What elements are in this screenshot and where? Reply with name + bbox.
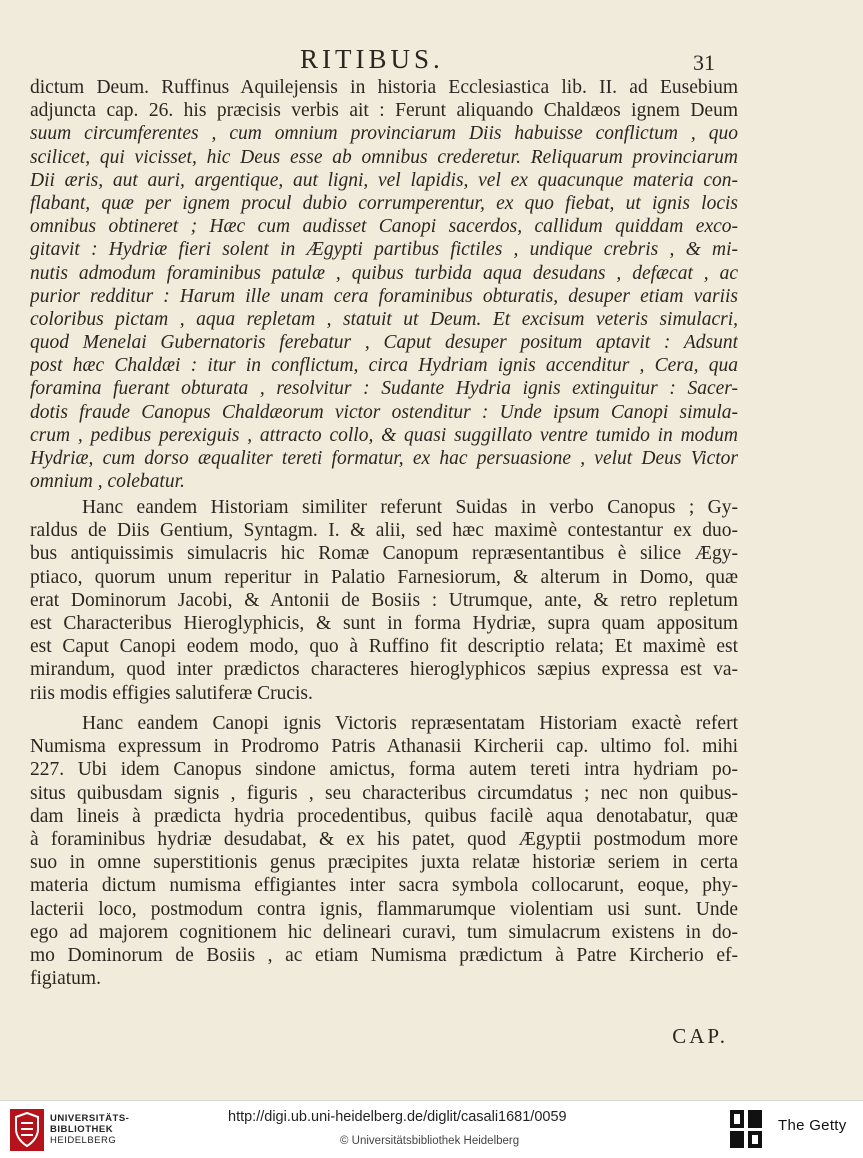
logo-line-1: UNIVERSITÄTS- (50, 1113, 130, 1124)
text-line: post hæc Chaldæi : itur in conflictum, circa Hydriam ignis accenditur , Cera, qua (30, 355, 738, 377)
text-line: ego ad majorem cognitionem hic delineari curavi, tum simulacrum existens in do- (30, 921, 738, 943)
text-line: Numisma expressum in Prodromo Patris Athanasii Kircherii cap. ultimo fol. mihi (30, 736, 738, 758)
text-line: nutis admodum foraminibus patulæ , quibus turbida aqua desudans , defæcat , ac (30, 262, 738, 284)
page-number: 31 (693, 50, 715, 75)
text-line: quod Menelai Gubernatoris ferebatur , Caput desuper positum aptavit : Adsunt (30, 332, 738, 354)
running-head-title: RITIBUS. (300, 44, 444, 74)
viewer-footer (0, 1100, 863, 1158)
university-library-icon (10, 1109, 44, 1151)
text-line: lacterii loco, postmodum contra ignis, flammarumque violentiam usi sunt. Unde (30, 898, 738, 920)
logo-line-3: HEIDELBERG (50, 1135, 117, 1146)
text-line: 227. Ubi idem Canopus sindone amictus, forma autem tereti intra hydriam po- (30, 759, 738, 781)
text-line: ptiaco, quorum unum reperitur in Palatio Farnesiorum, & alterum in Domo, quæ (30, 566, 738, 588)
text-line: à foraminibus hydriæ desudabat, & ex his patet, quod Ægyptii postmodum more (30, 828, 738, 850)
text-line: erat Dominorum Jacobi, & Antonii de Bosiis : Utrumque, ante, & retro repletum (30, 589, 738, 611)
paragraph-1 (30, 76, 738, 493)
text-line: adjuncta cap. 26. his præcisis verbis ait : Ferunt aliquando Chaldæos ignem Deum (30, 100, 738, 122)
text-line: foramina fuerant obturata , resolvitur : Sudante Hydria ignis extinguitur : Sacer- (30, 378, 738, 400)
text-line: riis modis effigies salutiferæ Crucis. (30, 682, 313, 704)
text-line: scilicet, qui vicisset, hic Deus esse ab omnibus crederetur. Reliquarum provinciarum (30, 146, 738, 168)
catchword: CAP. (672, 1024, 728, 1048)
text-line: crum , pedibus perexiguis , attracto collo, & quasi suggillato ventre tumido in modum (30, 424, 738, 446)
text-line: dotis fraude Canopus Chaldæorum victor ostenditur : Unde ipsum Canopi simula- (30, 401, 738, 423)
text-line: flabant, quæ per ignem procul dubio corrumperentur, ex quo fiebat, ut ignis locis (30, 192, 738, 214)
text-line: Hydriæ, cum dorso æqualiter tereti formatur, ex hac persuasione , velut Deus Victor (30, 448, 738, 469)
text-line: materia dictum numisma effigiantes inter sacra symbola collocarunt, eoque, phy- (30, 875, 738, 897)
text-line: est Caput Canopi eodem modo, quo à Ruffino fit descriptio relata; Et maximè est (30, 636, 738, 658)
text-line: gitavit : Hydriæ fieri solent in Ægypti partibus fictiles , undique crebris , & mi- (30, 239, 738, 261)
text-line: suum circumferentes , cum omnium provinciarum Diis habuisse conflictum , quo (30, 123, 738, 145)
text-line: coloribus pictam , aqua repletam , statuit ut Deum. Et excisum veteris simulacri, (30, 308, 738, 330)
permalink-url[interactable]: http://digi.ub.uni-heidelberg.de/diglit/casali1681/0059 (228, 1109, 567, 1125)
logo-line-2: BIBLIOTHEK (50, 1124, 114, 1135)
text-line: dictum Deum. Ruffinus Aquilejensis in historia Ecclesiastica lib. II. ad Eusebium (30, 77, 738, 98)
text-line: purior redditur : Harum ille unam cera foraminibus obturatis, desuper etiam variis (30, 285, 738, 307)
library-logo[interactable] (10, 1109, 210, 1153)
text-line: Dii æris, aut auri, argentique, aut ligni, vel lapidis, vel ex quacunque materia con- (30, 169, 738, 191)
text-line: bus antiquissimis simulacris hic Romæ Canopum repræsentantibus è silice Ægy- (30, 543, 738, 565)
paragraph-3 (30, 712, 738, 990)
text-line: omnium , colebatur. (30, 471, 185, 493)
text-line: mo Dominorum de Bosiis , ac etiam Numisma prædictum à Patre Kircherio ef- (30, 944, 738, 966)
text-line: omnibus obtineret ; Hæc cum audisset Canopi sacerdos, callidum quiddam exco- (30, 216, 738, 238)
getty-logo-icon (728, 1108, 764, 1150)
text-line: mirandum, quod inter prædictos characteres hieroglyphicos sæpius expressa est va- (30, 659, 738, 681)
paragraph-2 (30, 496, 738, 705)
running-head (0, 44, 863, 74)
library-logo-text (50, 1113, 129, 1146)
text-line: est Characteribus Hieroglyphicis, & sunt in forma Hydriæ, supra quam appositum (30, 612, 738, 634)
text-line: situs quibusdam signis , figuris , seu characteribus circumdatus ; nec non quibus- (30, 782, 738, 804)
copyright-notice: © Universitätsbibliothek Heidelberg (340, 1135, 520, 1147)
text-line: dam lineis à prædicta hydria procedentibus, quibus facilè aqua denotabatur, quæ (30, 805, 738, 827)
text-line: Hanc eandem Historiam similiter referunt Suidas in verbo Canopus ; Gy- (82, 497, 738, 518)
getty-label[interactable]: The Getty (778, 1117, 847, 1134)
text-line: raldus de Diis Gentium, Syntagm. I. & alii, sed hæc maximè contestantur ex duo- (30, 520, 738, 542)
text-line: figiatum. (30, 968, 101, 990)
text-line: Hanc eandem Canopi ignis Victoris repræsentatam Historiam exactè refert (82, 713, 738, 734)
text-line: suo in omne superstitionis genus præcipites juxta relatæ historiæ seriem in certa (30, 852, 738, 874)
